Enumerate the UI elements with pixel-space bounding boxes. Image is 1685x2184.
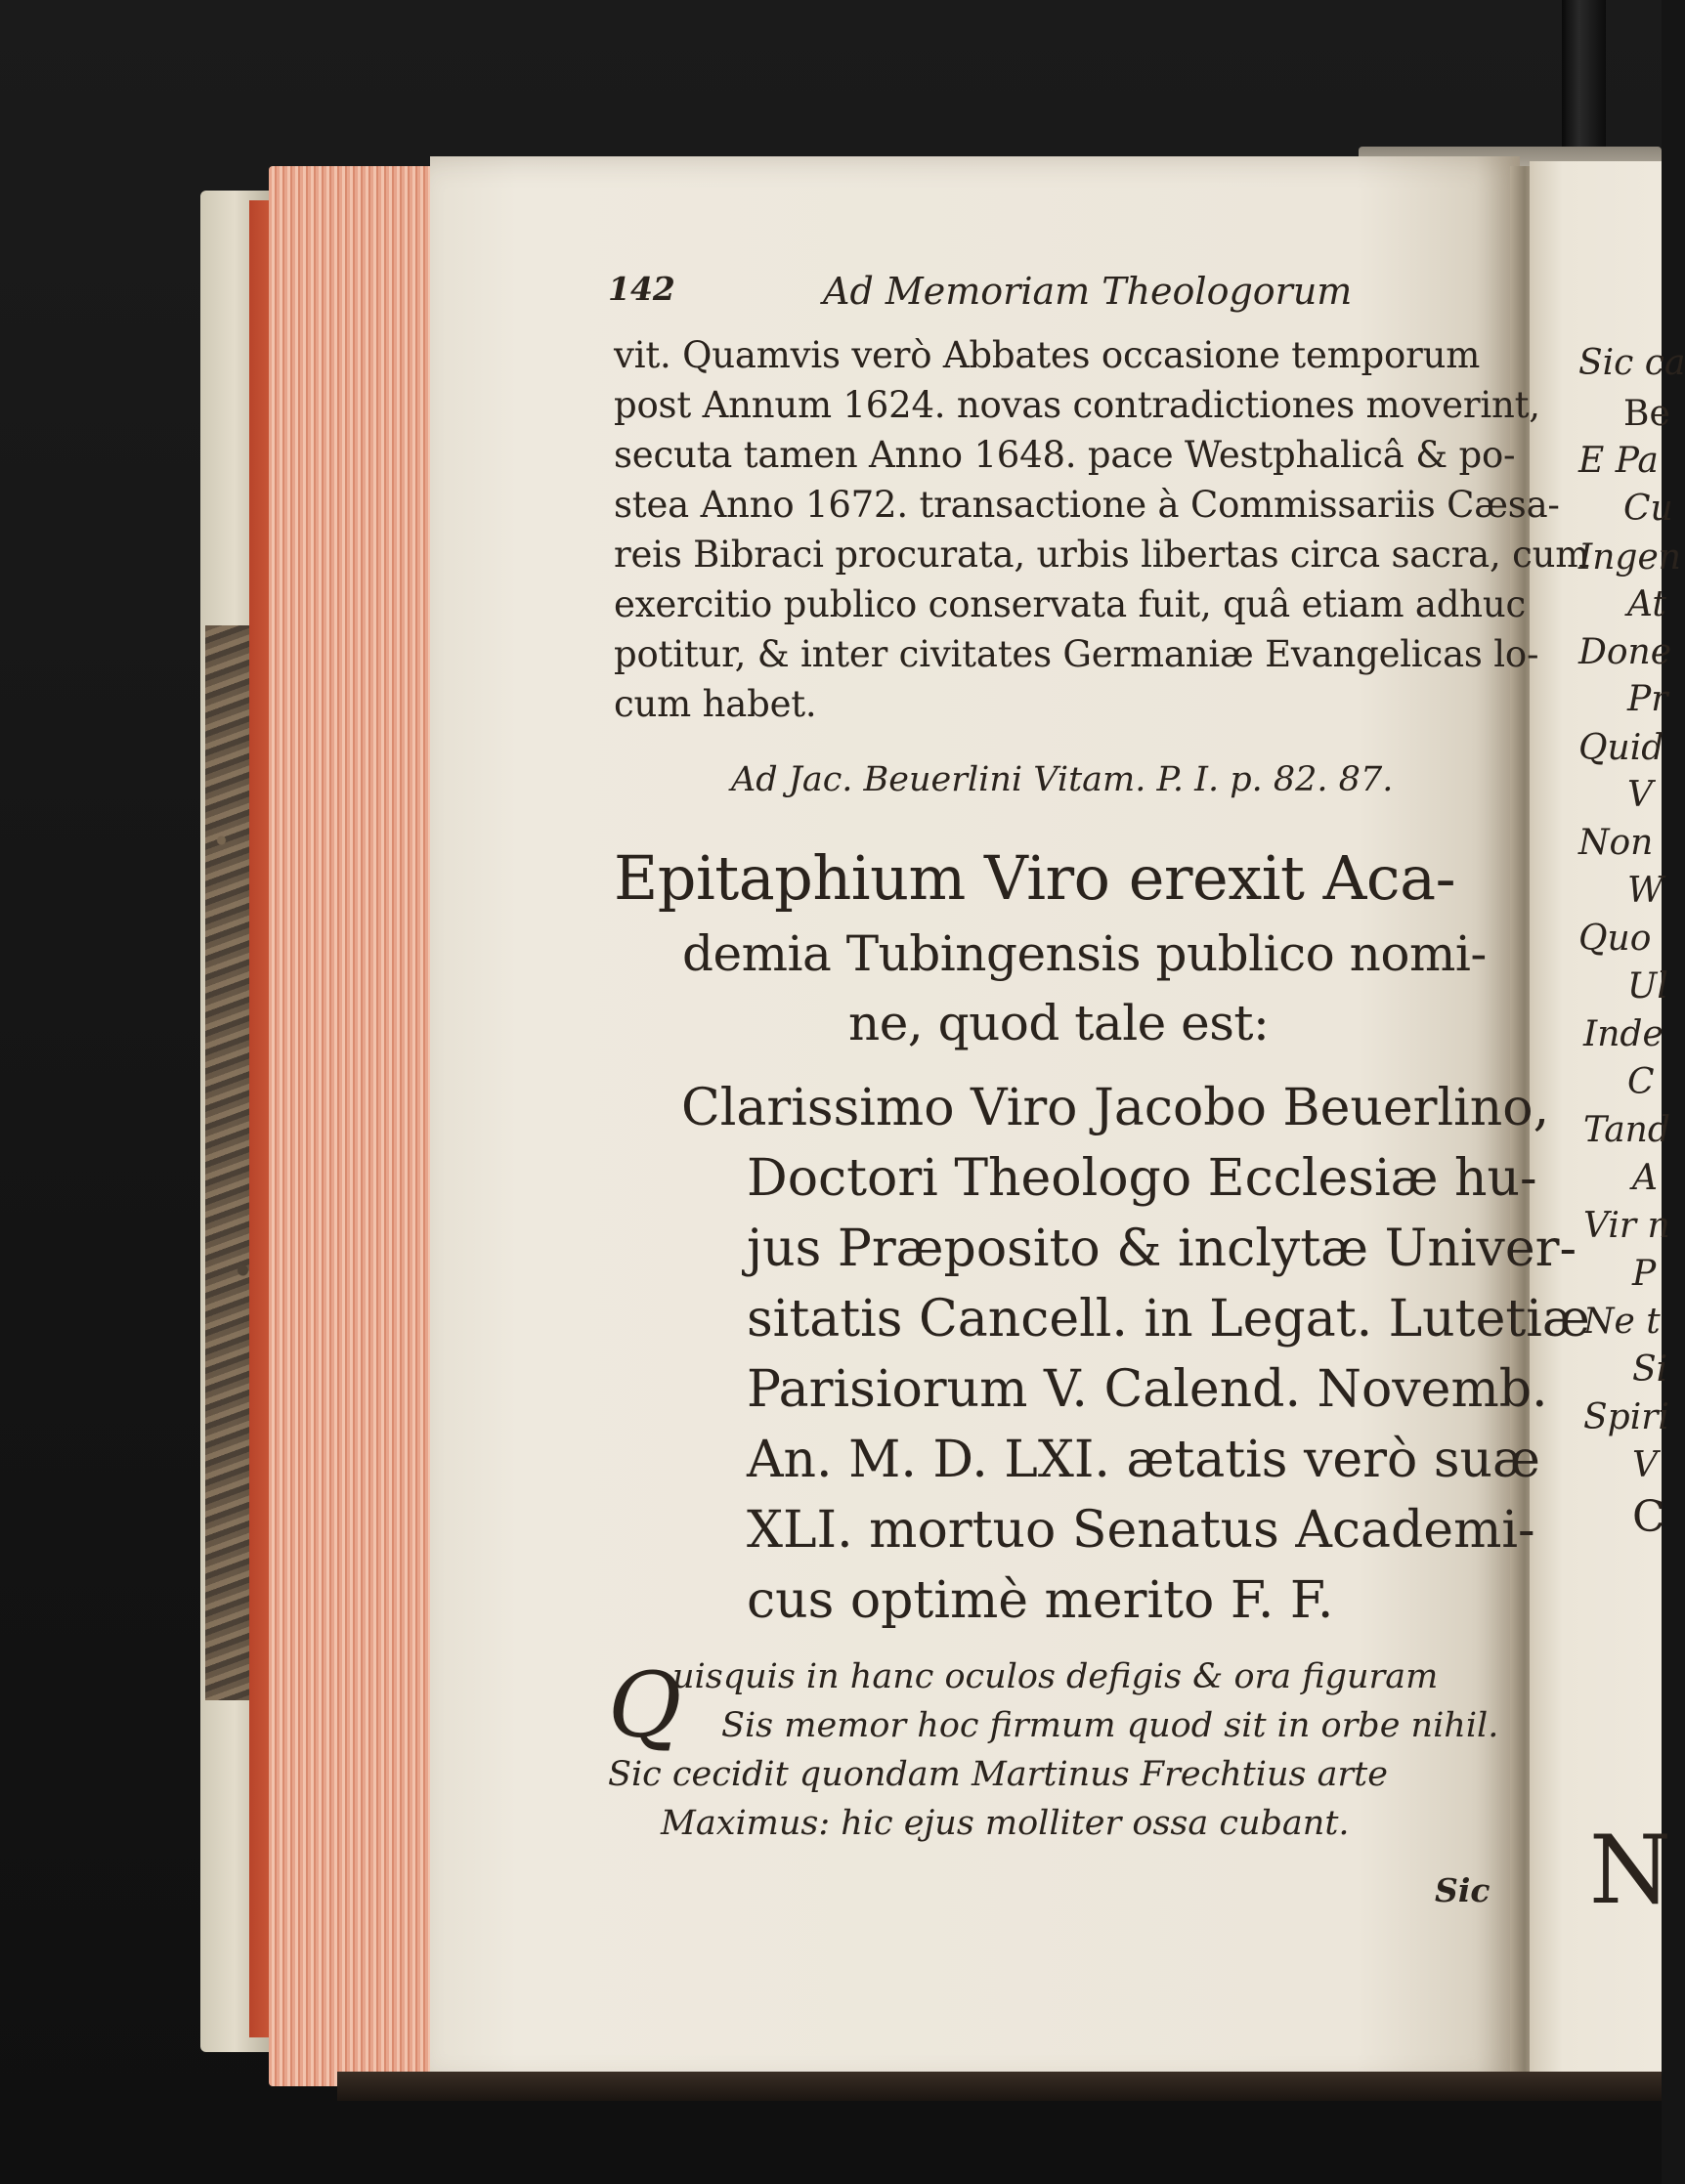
reference-line: Ad Jac. Beuerlini Vitam. P. I. p. 82. 87. <box>731 760 1394 799</box>
bottom-cover-edge <box>337 2072 1662 2101</box>
body-line: reis Bibraci procurata, urbis libertas circa sacra, cum <box>614 534 1590 576</box>
page-fore-edge <box>269 166 435 2086</box>
right-page-fragment: Cu <box>1623 489 1673 529</box>
right-page-fragment: Sic ca <box>1578 343 1685 383</box>
right-page-fragment: Quid <box>1578 728 1664 768</box>
epitaph-heading-line: demia Tubingensis publico nomi- <box>682 925 1487 982</box>
right-page-fragment: Ingen <box>1578 537 1681 578</box>
body-line: exercitio publico conservata fuit, quâ etiam adhuc <box>614 583 1527 625</box>
epitaph-line: Parisiorum V. Calend. Novemb. <box>747 1360 1548 1419</box>
right-page-fragment: P <box>1632 1254 1657 1294</box>
right-page-fragment: Spiri <box>1583 1397 1669 1437</box>
right-page-fragment: V <box>1627 775 1653 815</box>
right-page-fragment: Non <box>1578 823 1654 863</box>
body-line: cum habet. <box>614 683 817 725</box>
right-page-fragment: E Pa <box>1578 441 1659 481</box>
book-clamp <box>1562 0 1606 171</box>
verse-line: uisquis in hanc oculos defigis & ora figuram <box>672 1657 1439 1696</box>
running-head: Ad Memoriam Theologorum <box>823 270 1353 313</box>
catchword: Sic <box>1435 1871 1491 1909</box>
right-page-fragment: Si <box>1632 1349 1668 1390</box>
drop-cap: Q <box>608 1653 682 1758</box>
body-line: potitur, & inter civitates Germaniæ Evangelicas lo- <box>614 633 1539 675</box>
epitaph-line: cus optimè merito F. F. <box>747 1571 1334 1630</box>
verse-line: Sic cecidit quondam Martinus Frechtius arte <box>608 1755 1388 1794</box>
right-page-fragment: Pr <box>1627 679 1668 719</box>
verse-line: Maximus: hic ejus molliter ossa cubant. <box>661 1804 1350 1843</box>
right-page-fragment: Ul <box>1627 966 1668 1006</box>
right-page-fragment: Tand <box>1583 1110 1670 1150</box>
epitaph-line: Doctori Theologo Ecclesiæ hu- <box>747 1149 1537 1208</box>
right-page-text <box>1530 161 1685 2081</box>
right-page-fragment: A <box>1632 1158 1658 1198</box>
right-page-fragment: V <box>1632 1445 1658 1485</box>
right-page-fragment: Be <box>1623 394 1670 434</box>
epitaph-heading-line: ne, quod tale est: <box>848 995 1270 1051</box>
right-page-fragment: Ne t <box>1583 1302 1661 1342</box>
epitaph-line: sitatis Cancell. in Legat. Lutetiæ <box>747 1290 1590 1349</box>
right-page-fragment: W <box>1627 871 1664 911</box>
right-page-fragment: At <box>1627 584 1666 624</box>
epitaph-line: An. M. D. LXI. ætatis verò suæ <box>747 1431 1540 1489</box>
body-line: post Annum 1624. novas contradictiones moverint, <box>614 384 1540 426</box>
right-page-fragment: Done <box>1578 632 1672 672</box>
epitaph-heading-line: Epitaphium Viro erexit Aca- <box>614 842 1456 914</box>
right-page-fragment: C <box>1632 1492 1665 1542</box>
body-line: stea Anno 1672. transactione à Commissariis Cæsa- <box>614 484 1560 526</box>
body-line: secuta tamen Anno 1648. pace Westphalicâ & po- <box>614 434 1516 476</box>
epitaph-line: Clarissimo Viro Jacobo Beuerlino, <box>681 1079 1550 1137</box>
verse-line: Sis memor hoc firmum quod sit in orbe nihil. <box>721 1706 1499 1745</box>
page-number: 142 <box>608 270 675 308</box>
right-page-big-letter: N <box>1589 1816 1671 1925</box>
epitaph-line: jus Præposito & inclytæ Univer- <box>747 1220 1577 1278</box>
epitaph-line: XLI. mortuo Senatus Academi- <box>747 1501 1535 1560</box>
right-page-fragment: Inde <box>1583 1014 1663 1054</box>
right-page-fragment: Vir n <box>1583 1206 1670 1246</box>
right-page-fragment: Quo <box>1578 919 1652 959</box>
body-line: vit. Quamvis verò Abbates occasione temporum <box>614 334 1481 376</box>
right-page-fragment: C <box>1627 1062 1655 1102</box>
